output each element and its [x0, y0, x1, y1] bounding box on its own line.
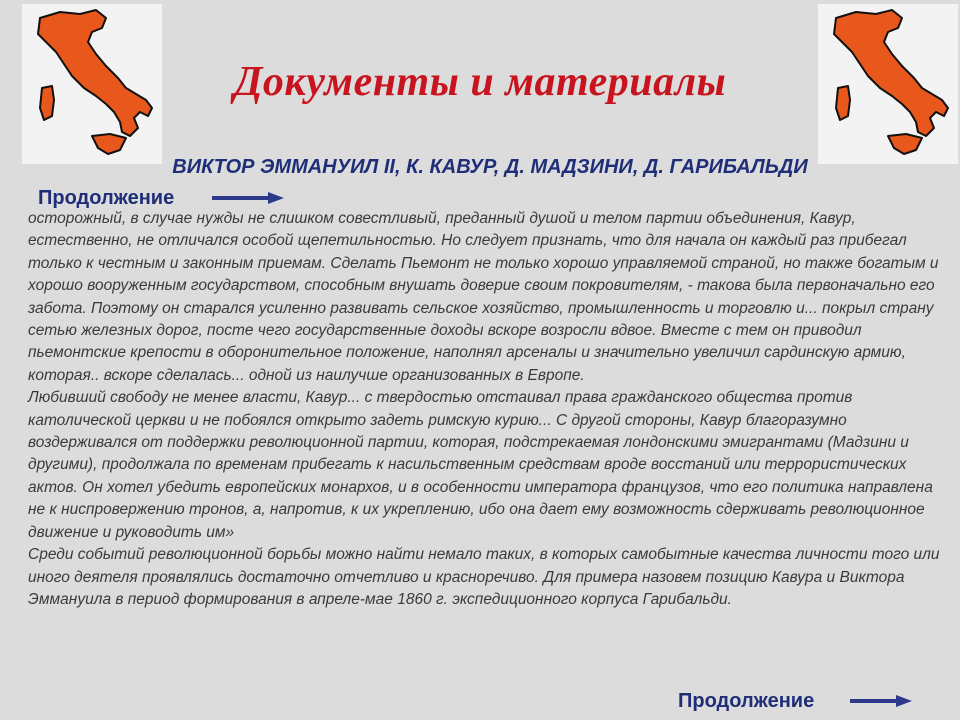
italy-map-right-svg: [818, 4, 958, 164]
document-text: [28, 208, 944, 611]
continue-link-bottom[interactable]: [678, 689, 912, 714]
page-title: Документы и материалы: [233, 59, 727, 105]
italy-map-left-svg: [22, 4, 162, 164]
sardinia-island: [836, 86, 850, 120]
paragraph: Среди событий революционной борьбы можно найти немало таких, в которых самобытные качества личности того или иного деятеля проявлялись достаточно отчетливо и красноречиво. Для примера назовем позицию Кавура и Виктора Эммануила в период формирования в апреле-мае 1860 г. экспедиционного корпуса Гарибальди.: [28, 546, 940, 608]
italy-mainland: [38, 10, 152, 136]
sicily-island: [888, 134, 922, 154]
page-subtitle: ВИКТОР ЭММАНУИЛ II, К. КАВУР, Д. МАДЗИНИ, Д. ГАРИБАЛЬДИ: [172, 156, 808, 178]
sicily-island: [92, 134, 126, 154]
sardinia-island: [40, 86, 54, 120]
continue-label: Продолжение: [38, 187, 175, 209]
continue-label: Продолжение: [678, 690, 815, 712]
italy-map-icon: [818, 4, 958, 164]
paragraph: осторожный, в случае нужды не слишком совестливый, преданный душой и телом партии объединения, Кавур, естественно, не отличался особой щепетильностью. Но следует признать, что для начала он каждый раз прибегал только к честным и законным приемам. Сделать Пьемонт не только хорошо управляемой страной, но также богатым и хорошо вооруженным государством, способным внушать доверие своим покровителям, - такова была первоначально его забота. Поэтому он старался усиленно развивать сельское хозяйство, промышленность и торговлю и... покрыл страну сетью железных дорог, посте чего государственные доходы вскоре возросли вдвое. Вместе с тем он приводил пьемонтские крепости в оборонительное положение, наполнял арсеналы и значительно увеличил сардинскую армию, которая.. вскоре сделалась... одной из наилучше организованных в Европе.: [28, 210, 939, 384]
italy-map-icon: [22, 4, 162, 164]
paragraph: Любивший свободу не менее власти, Кавур... с твердостью отстаивал права гражданского общества против католической церкви и не побоялся открыто задеть римскую курию... С другой стороны, Кавур благоразумно воздерживался от поддержки революционной партии, которая, подстрекаемая лондонскими эмигрантами (Мадзини и другими), продолжала по временам прибегать к насильственным средствам вроде восстаний или террористических актов. Он хотел убедить европейских монархов, и в особенности императора французов, что его политика направлена не к ниспровержению тронов, а, напротив, к их укреплению, ибо она дает ему возможность сдерживать революционное движение и руководить им»: [28, 389, 933, 541]
arrow-right-icon: [850, 691, 912, 714]
italy-mainland: [834, 10, 948, 136]
